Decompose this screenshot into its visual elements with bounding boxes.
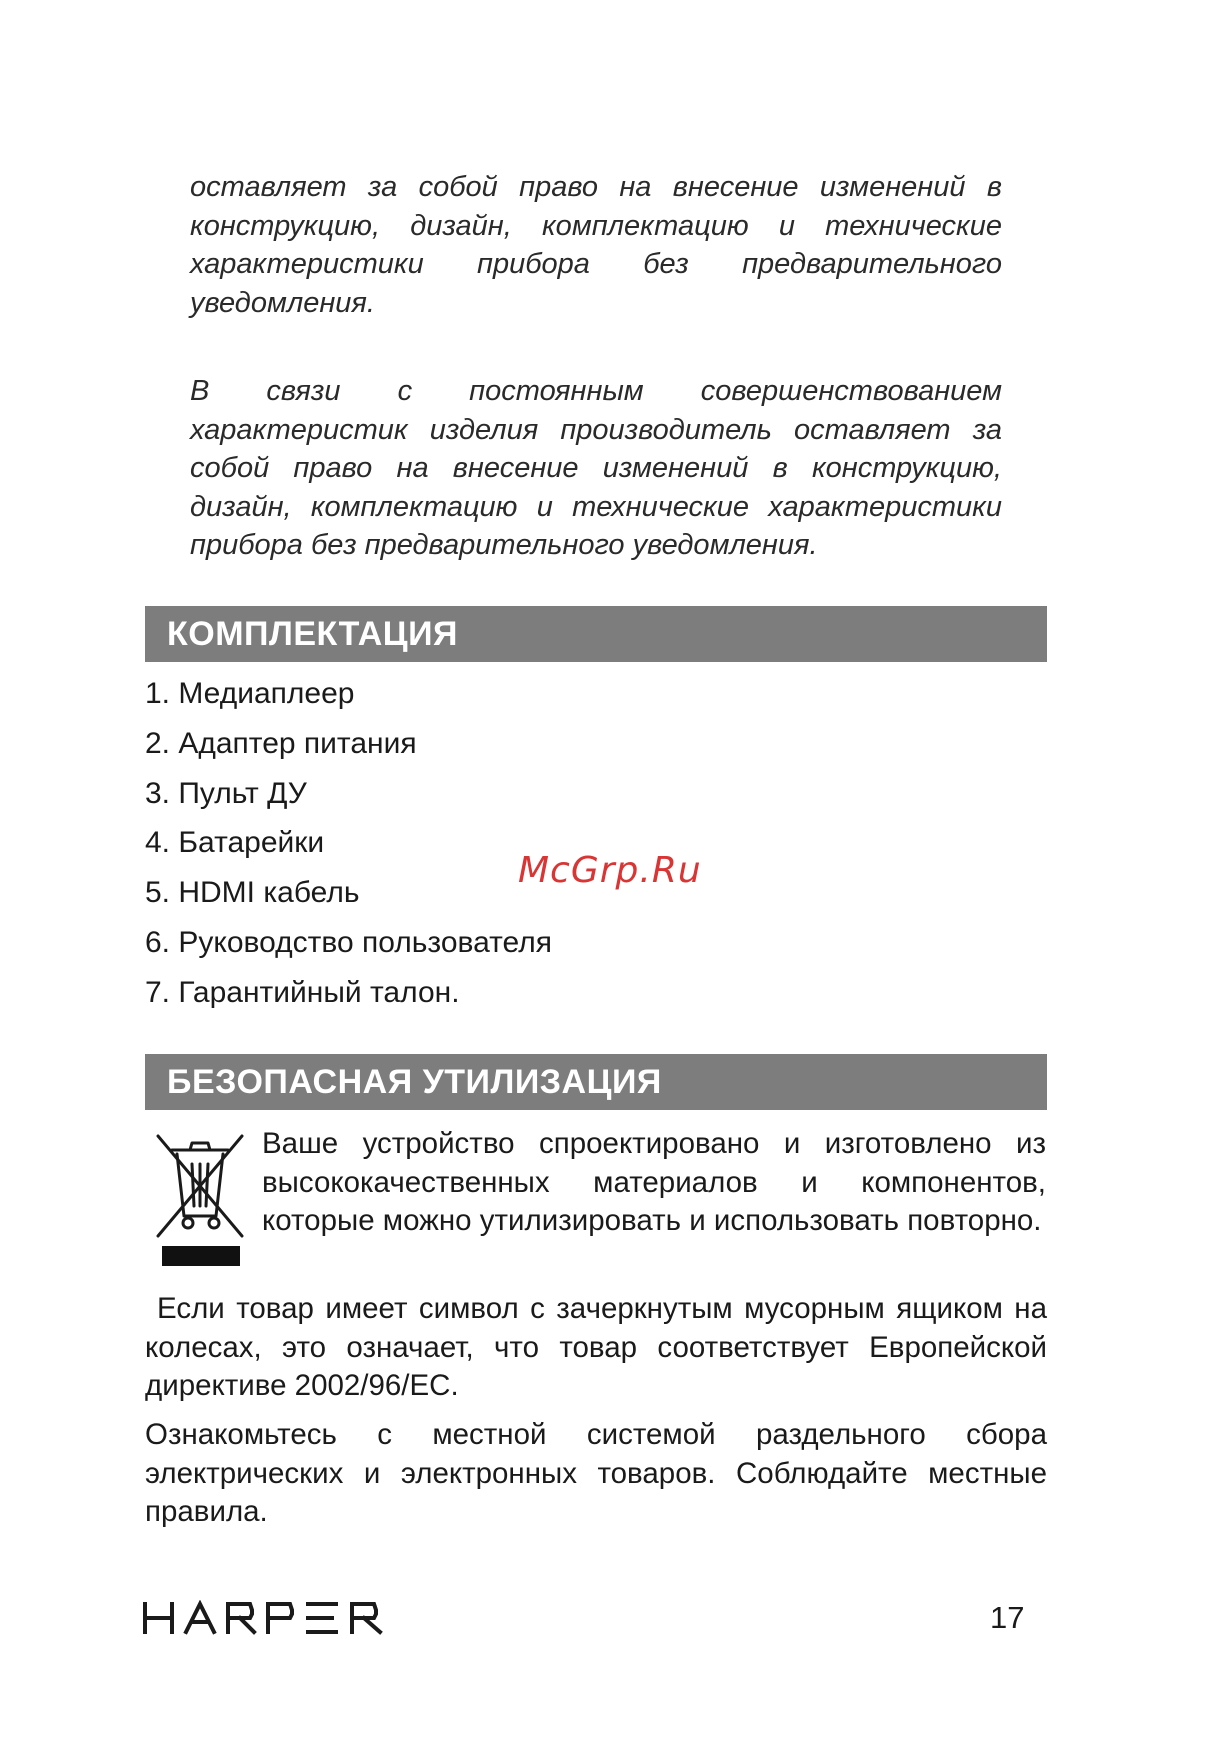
- disposal-paragraph-3: [145, 1416, 1047, 1532]
- disposal-paragraph-1-text: Ваше устройство спроектировано и изготовлено из высококачественных материалов и компонентов, которые можно утилизировать и использовать повторно.: [262, 1127, 1046, 1237]
- intro-paragraph-1-text: оставляет за собой право на внесение изменений в конструкцию, дизайн, комплектацию и технические характеристики прибора без предварительного уведомления.: [190, 171, 1002, 319]
- crossed-out-bin-icon: [150, 1128, 250, 1270]
- intro-paragraph-2: [190, 372, 1002, 565]
- list-item: 4. Батарейки: [145, 826, 325, 860]
- disposal-paragraph-2: [145, 1290, 1047, 1406]
- intro-paragraph-2-text: В связи с постоянным совершенствованием характеристик изделия производитель оставляет за собой право на внесение изменений в конструкцию, дизайн, комплектацию и технические характеристики прибора без предварительного уведомления.: [190, 375, 1002, 561]
- intro-paragraph-1: [190, 168, 1002, 322]
- list-item: 1. Медиаплеер: [145, 677, 355, 710]
- harper-logo: [142, 1600, 394, 1636]
- watermark: McGrp.Ru: [518, 850, 702, 891]
- list-item: 3. Пульт ДУ: [145, 776, 307, 810]
- list-item: 6. Руководство пользователя: [145, 925, 552, 959]
- list-item: 2. Адаптер питания: [145, 726, 417, 760]
- page-number: 17: [990, 1600, 1025, 1635]
- disposal-paragraph-3-text: Ознакомьтесь с местной системой раздельного сбора электрических и электронных товаров. Соблюдайте местные правила.: [145, 1418, 1047, 1528]
- kit-list: [145, 672, 552, 1021]
- section-header-disposal: БЕЗОПАСНАЯ УТИЛИЗАЦИЯ: [145, 1054, 1047, 1110]
- list-item: 7. Гарантийный талон.: [145, 975, 460, 1009]
- list-item: 5. HDMI кабель: [145, 876, 360, 910]
- disposal-paragraph-2-text: Если товар имеет символ с зачеркнутым мусорным ящиком на колесах, это означает, что товар соответствует Европейской директиве 2002/96/EC.: [145, 1292, 1047, 1402]
- disposal-paragraph-1: [262, 1125, 1046, 1241]
- section-header-kit: КОМПЛЕКТАЦИЯ: [145, 606, 1047, 662]
